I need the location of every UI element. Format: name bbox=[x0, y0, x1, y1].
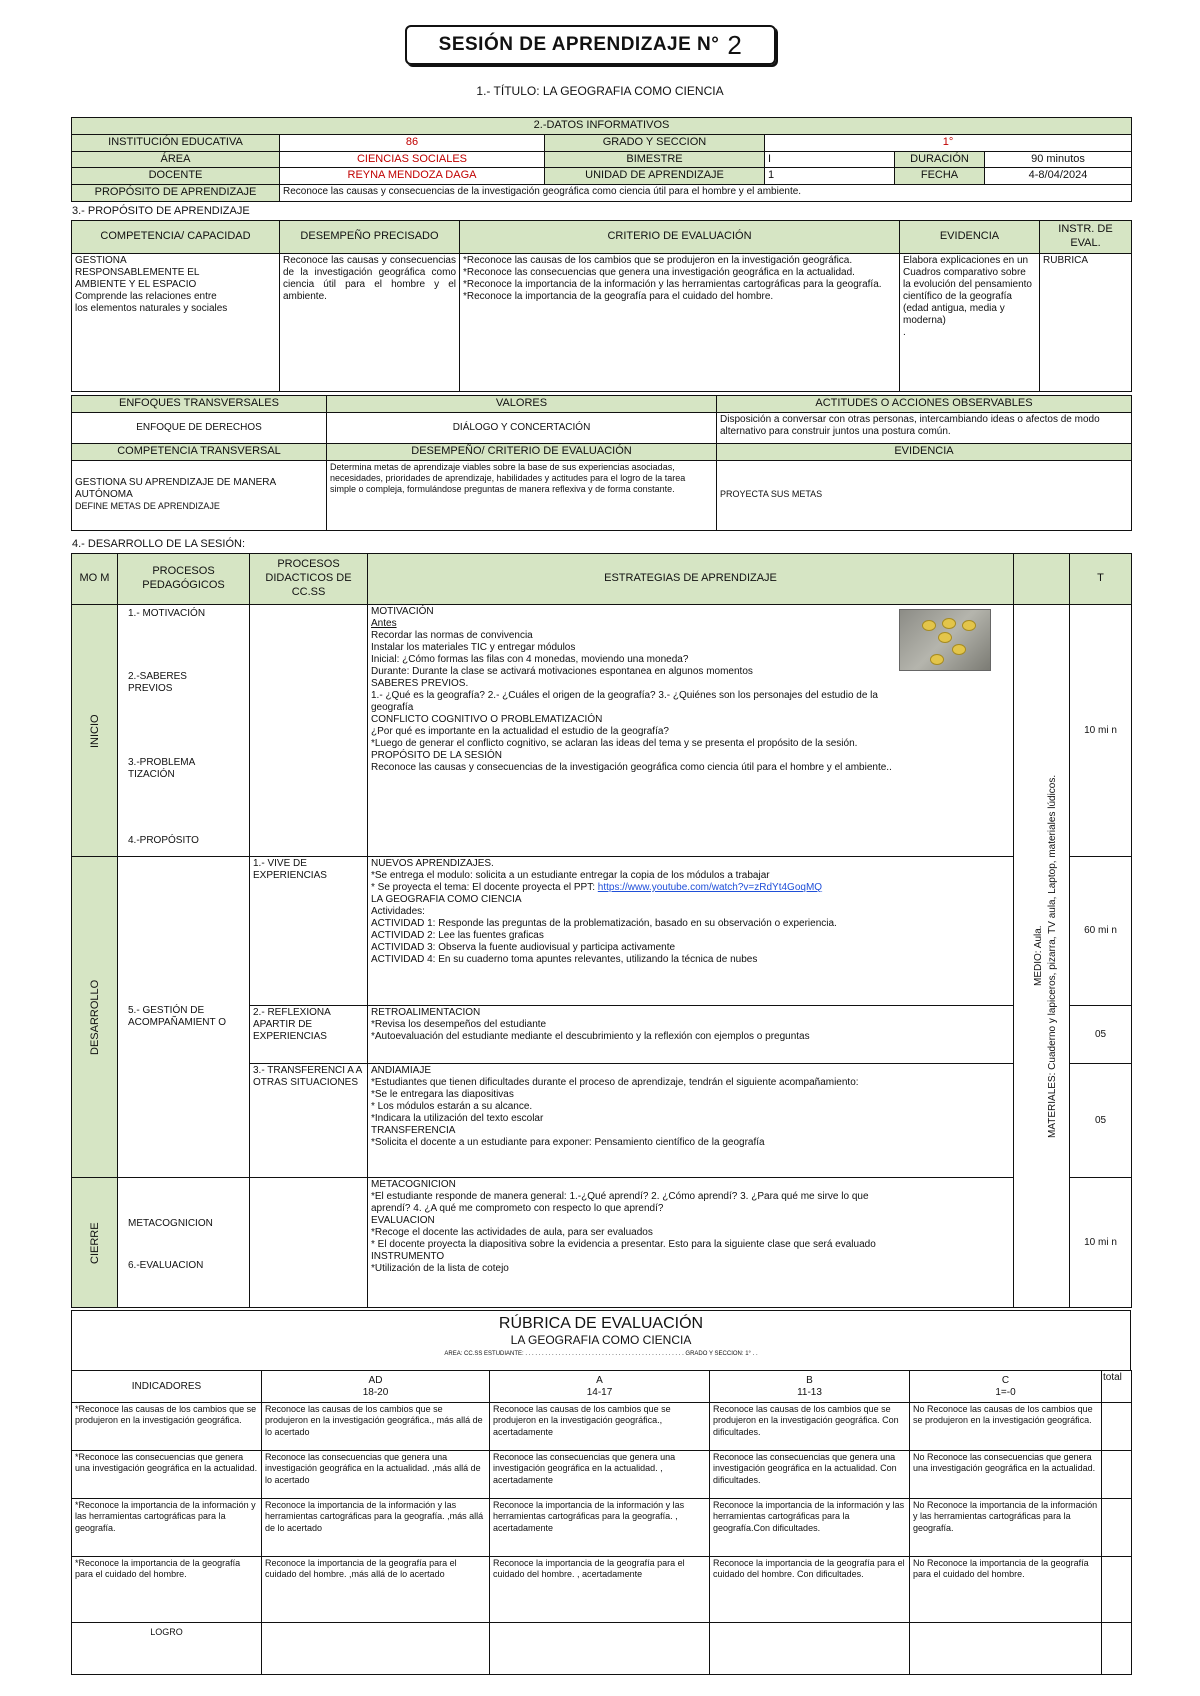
h-instrumento: INSTR. DE EVAL. bbox=[1040, 221, 1132, 254]
procesos-inicio-cell bbox=[118, 605, 250, 857]
proposito-table bbox=[71, 220, 1132, 392]
rubrica-ad: Reconoce la importancia de la información y las herramientas cartográficas para la geografía. ,más allá de lo acertado bbox=[262, 1499, 490, 1557]
rubrica-c: No Reconoce las consecuencias que genera una investigación geográfica en la actualidad. bbox=[910, 1451, 1102, 1499]
session-number: 2 bbox=[727, 29, 743, 60]
transf-line: * Los módulos estarán a su alcance. bbox=[371, 1101, 533, 1112]
rubrica-total bbox=[1102, 1557, 1132, 1623]
vive-line: ACTIVIDAD 2: Lee las fuentes graficas bbox=[371, 930, 544, 941]
inicio-line: Durante: Durante la clase se activará motivaciones espontanea en algunos momentos bbox=[371, 666, 753, 677]
h-momento: MO M bbox=[72, 554, 118, 605]
evidencia-cell bbox=[900, 254, 1040, 392]
reflex-line: RETROALIMENTACION bbox=[371, 1007, 481, 1018]
docente-value: REYNA MENDOZA DAGA bbox=[280, 168, 545, 185]
h-b-label: B bbox=[806, 1374, 813, 1386]
rubrica-indicador: *Reconoce las consecuencias que genera una investigación geográfica en la actualidad. bbox=[72, 1451, 262, 1499]
h-valores: VALORES bbox=[327, 396, 717, 413]
rubrica-total bbox=[1102, 1451, 1132, 1499]
ct-line1: GESTIONA SU APRENDIZAJE DE MANERA AUTÓNOMA bbox=[75, 477, 276, 501]
rubrica-indicador: *Reconoce la importancia de la información y las herramientas cartográficas para la geografía. bbox=[72, 1499, 262, 1557]
desarrollo-heading: 4.- DESARROLLO DE LA SESIÓN: bbox=[72, 538, 246, 550]
datos-heading: 2.-DATOS INFORMATIVOS bbox=[72, 118, 1132, 135]
estrategias-vive-cell bbox=[368, 857, 1014, 1006]
h-ad bbox=[262, 1371, 490, 1403]
rubrica-total bbox=[1102, 1403, 1132, 1451]
momento-inicio bbox=[72, 605, 118, 857]
evidencia-transversal-cell: PROYECTA SUS METAS bbox=[717, 460, 1132, 530]
vive-line: * Se proyecta el tema: El docente proyecta el PPT: bbox=[371, 882, 596, 893]
h-b bbox=[710, 1371, 910, 1403]
table-row bbox=[72, 1623, 1132, 1675]
cierre-line: METACOGNICION bbox=[371, 1179, 456, 1190]
rubrica-title: RÚBRICA DE EVALUACIÓN bbox=[498, 1315, 704, 1332]
session-title bbox=[405, 25, 776, 65]
vive-line: LA GEOGRAFIA COMO CIENCIA bbox=[371, 894, 522, 905]
proposito-value: Reconoce las causas y consecuencias de la investigación geográfica como ciencia útil para el hombre y el ambiente. bbox=[280, 185, 1132, 202]
comp-line: Comprende las relaciones entre bbox=[75, 291, 217, 302]
estrategias-reflexiona-cell bbox=[368, 1006, 1014, 1064]
h-competencia: COMPETENCIA/ CAPACIDAD bbox=[72, 221, 280, 254]
p-gestion: 5.- GESTIÓN DE ACOMPAÑAMIENT O bbox=[118, 857, 250, 1178]
instrumento-cell: RUBRICA bbox=[1040, 254, 1132, 392]
momento-cierre bbox=[72, 1178, 118, 1308]
p-evaluacion: 6.-EVALUACION bbox=[128, 1260, 204, 1271]
transf-line: *Se le entregara las diapositivas bbox=[371, 1089, 514, 1100]
recursos-cell bbox=[1014, 605, 1070, 1308]
rubrica-indicador: *Reconoce la importancia de la geografía para el cuidado del hombre. bbox=[72, 1557, 262, 1623]
rubrica-c: No Reconoce la importancia de la información y las herramientas cartográficas para la geografía. bbox=[910, 1499, 1102, 1557]
rubrica-meta: AREA: CC.SS ESTUDIANTE: . . . . . . . . . . . . . . . . . . . . . . . . . . . . . . . . . . . . . . . . . . . . . . . . GRADO Y SECCION: 1° . . bbox=[444, 1351, 758, 1357]
tiempo-vive: 60 mi n bbox=[1070, 857, 1132, 1006]
inicio-line: 1.- ¿Qué es la geografía? 2.- ¿Cuáles el origen de la geografía? 3.- ¿Quiénes son los personajes del estudio de la bbox=[371, 690, 878, 701]
rubrica-b: Reconoce las causas de los cambios que se produjeron en la investigación geográfica. Con dificultades. bbox=[710, 1403, 910, 1451]
bimestre-value: I bbox=[765, 151, 895, 168]
h-competencia-transversal: COMPETENCIA TRANSVERSAL bbox=[72, 443, 327, 460]
h-c bbox=[910, 1371, 1102, 1403]
tiempo-transferencia: 05 bbox=[1070, 1064, 1132, 1178]
rubrica-ad: Reconoce las causas de los cambios que se produjeron en la investigación geográfica., más allá de lo acertado bbox=[262, 1403, 490, 1451]
competencia-cell bbox=[72, 254, 280, 392]
rubrica-c: No Reconoce las causas de los cambios que se produjeron en la investigación geográfica. bbox=[910, 1403, 1102, 1451]
h-c-label: C bbox=[1001, 1374, 1010, 1386]
h-a-label: A bbox=[596, 1374, 603, 1386]
h-b-range: 11-13 bbox=[797, 1386, 822, 1398]
h-desempeno: DESEMPEÑO PRECISADO bbox=[280, 221, 460, 254]
p-problematizacion: 3.-PROBLEMA TIZACIÓN bbox=[128, 757, 195, 780]
reflex-line: *Revisa los desempeños del estudiante bbox=[371, 1019, 547, 1030]
d-vive: 1.- VIVE DE EXPERIENCIAS bbox=[250, 857, 368, 1006]
didactico-inicio-cell bbox=[250, 605, 368, 857]
cierre-line: *El estudiante responde de manera general: 1.-¿Qué aprendí? 2. ¿Cómo aprendí? 3. ¿Para qué me sirve lo que bbox=[371, 1191, 869, 1202]
table-row bbox=[72, 1451, 1132, 1499]
h-c-range: 1=-0 bbox=[995, 1386, 1016, 1398]
coin-icon bbox=[962, 620, 976, 631]
rubrica-table bbox=[71, 1370, 1132, 1675]
tiempo-cierre: 10 mi n bbox=[1070, 1178, 1132, 1308]
grado-label: GRADO Y SECCION bbox=[545, 134, 765, 151]
inicio-line: MOTIVACIÓN bbox=[371, 606, 434, 617]
cierre-line: * El docente proyecta la diapositiva sobre la evidencia a presentar. Esto para la siguiente clase que será evaluado bbox=[371, 1239, 876, 1250]
rubrica-a: Reconoce las consecuencias que genera una investigación geográfica en la actualidad. , acertadamente bbox=[490, 1451, 710, 1499]
rubrica-a: Reconoce la importancia de la geografía para el cuidado del hombre. , acertadamente bbox=[490, 1557, 710, 1623]
inicio-line: geografía bbox=[371, 702, 414, 713]
h-enfoques: ENFOQUES TRANSVERSALES bbox=[72, 396, 327, 413]
recursos-text bbox=[1032, 646, 1070, 1266]
h-ad-range: 18-20 bbox=[362, 1386, 389, 1398]
rubrica-logro-b bbox=[710, 1623, 910, 1675]
proposito-heading: 3.- PROPÓSITO DE APRENDIZAJE bbox=[72, 205, 250, 217]
h-a-range: 14-17 bbox=[586, 1386, 613, 1398]
transf-line: *Estudiantes que tienen dificultades durante el proceso de aprendizaje, tendrán el siguiente acompañamiento: bbox=[371, 1077, 859, 1088]
h-evidencia: EVIDENCIA bbox=[900, 221, 1040, 254]
rubrica-title-box bbox=[71, 1310, 1131, 1371]
comp-line: GESTIONA bbox=[75, 255, 127, 266]
rubrica-total bbox=[1102, 1499, 1132, 1557]
coin-icon bbox=[942, 618, 956, 629]
transf-line: TRANSFERENCIA bbox=[371, 1125, 456, 1136]
vive-line: Actividades: bbox=[371, 906, 425, 917]
inst-value: 86 bbox=[280, 134, 545, 151]
rubrica-logro-c bbox=[910, 1623, 1102, 1675]
p-saberes: 2.-SABERES PREVIOS bbox=[128, 671, 187, 694]
vive-line: ACTIVIDAD 3: Observa la fuente audiovisual y participa activamente bbox=[371, 942, 676, 953]
proposito-label: PROPÓSITO DE APRENDIZAJE bbox=[72, 185, 280, 202]
momento-cierre-label: CIERRE bbox=[89, 1221, 101, 1264]
session-subtitle: 1.- TÍTULO: LA GEOGRAFIA COMO CIENCIA bbox=[476, 84, 724, 98]
coin-icon bbox=[930, 654, 944, 665]
inicio-line: Recordar las normas de convivencia bbox=[371, 630, 533, 641]
h-indicadores: INDICADORES bbox=[72, 1371, 262, 1403]
desarrollo-table bbox=[71, 553, 1132, 1308]
rubrica-ad: Reconoce las consecuencias que genera una investigación geográfica en la actualidad. ,más allá de lo acertado bbox=[262, 1451, 490, 1499]
transf-line: *Solicita el docente a un estudiante para exponer: Pensamiento científico de la geografía bbox=[371, 1137, 765, 1148]
rubrica-logro: LOGRO bbox=[72, 1623, 262, 1675]
estrategias-transferencia-cell bbox=[368, 1064, 1014, 1178]
rubrica-indicador: *Reconoce las causas de los cambios que se produjeron en la investigación geográfica. bbox=[72, 1403, 262, 1451]
criterio-item: *Reconoce las causas de los cambios que se produjeron en la investigación geográfica. bbox=[463, 255, 853, 266]
area-label: ÁREA bbox=[72, 151, 280, 168]
ct-line2: DEFINE METAS DE APRENDIZAJE bbox=[75, 501, 220, 512]
table-row bbox=[72, 1499, 1132, 1557]
h-procesos-pedagogicos: PROCESOS PEDAGÓGICOS bbox=[118, 554, 250, 605]
h-estrategias: ESTRATEGIAS DE APRENDIZAJE bbox=[368, 554, 1014, 605]
d-transferencia: 3.- TRANSFERENCI A A OTRAS SITUACIONES bbox=[250, 1064, 368, 1178]
comp-line: AMBIENTE Y EL ESPACIO bbox=[75, 279, 197, 290]
desempeno-criterio-cell: Determina metas de aprendizaje viables sobre la base de sus experiencias asociadas, necesidades, prioridades de aprendizaje, habilidades y actitudes para el logro de la tarea simple o compleja, formulándose preguntas de manera reflexiva y de forma constante. bbox=[327, 460, 717, 530]
cierre-line: EVALUACION bbox=[371, 1215, 435, 1226]
youtube-link[interactable]: https://www.youtube.com/watch?v=zRdYt4GoqMQ bbox=[597, 882, 823, 893]
coin-icon bbox=[938, 632, 952, 643]
medio-text: MEDIO: Aula. bbox=[1033, 925, 1044, 987]
vive-line: *Se entrega el modulo: solicita a un estudiante entregar la copia de los módulos a trabajar bbox=[371, 870, 770, 881]
comp-line: los elementos naturales y sociales bbox=[75, 303, 228, 314]
table-row bbox=[72, 1403, 1132, 1451]
evidencia-dot: . bbox=[903, 327, 906, 338]
inicio-line: Instalar los materiales TIC y entregar módulos bbox=[371, 642, 576, 653]
tiempo-reflexiona: 05 bbox=[1070, 1006, 1132, 1064]
vive-line: ACTIVIDAD 4: En su cuaderno toma apuntes relevantes, utilizando la técnica de nubes bbox=[371, 954, 758, 965]
h-desempeno-criterio: DESEMPEÑO/ CRITERIO DE EVALUACIÓN bbox=[327, 443, 717, 460]
h-evidencia-transversal: EVIDENCIA bbox=[717, 443, 1132, 460]
h-a bbox=[490, 1371, 710, 1403]
coin-icon bbox=[952, 644, 966, 655]
unidad-label: UNIDAD DE APRENDIZAJE bbox=[545, 168, 765, 185]
enfoque-value: ENFOQUE DE DERECHOS bbox=[72, 412, 327, 443]
comp-line: RESPONSABLEMENTE EL bbox=[75, 267, 200, 278]
didactico-cierre-cell bbox=[250, 1178, 368, 1308]
procesos-cierre-cell bbox=[118, 1178, 250, 1308]
inicio-line: Inicial: ¿Cómo formas las filas con 4 monedas, moviendo una moneda? bbox=[371, 654, 689, 665]
p-motivacion: 1.- MOTIVACIÓN bbox=[128, 608, 206, 619]
reflex-line: *Autoevaluación del estudiante mediante el descubrimiento y la reflexión con ejemplos o preguntas bbox=[371, 1031, 810, 1042]
inicio-line: SABERES PREVIOS. bbox=[371, 678, 469, 689]
rubrica-logro-ad bbox=[262, 1623, 490, 1675]
grado-value: 1° bbox=[765, 134, 1132, 151]
inicio-line: PROPÓSITO DE LA SESIÓN bbox=[371, 750, 502, 761]
rubrica-b: Reconoce la importancia de la información y las herramientas cartográficas para la geografía.Con dificultades. bbox=[710, 1499, 910, 1557]
rubrica-a: Reconoce la importancia de la información y las herramientas cartográficas para la geografía. , acertadamente bbox=[490, 1499, 710, 1557]
p-proposito: 4.-PROPÓSITO bbox=[128, 835, 199, 846]
inicio-line: *Luego de generar el conflicto cognitivo, se aclaran las ideas del tema y se presenta el propósito de la sesión. bbox=[371, 738, 858, 749]
rubrica-a: Reconoce las causas de los cambios que se produjeron en la investigación geográfica., acertadamente bbox=[490, 1403, 710, 1451]
table-row bbox=[72, 1557, 1132, 1623]
h-procesos-didacticos: PROCESOS DIDACTICOS DE CC.SS bbox=[250, 554, 368, 605]
fecha-value: 4-8/04/2024 bbox=[985, 168, 1132, 185]
rubrica-b: Reconoce la importancia de la geografía para el cuidado del hombre. Con dificultades. bbox=[710, 1557, 910, 1623]
momento-desarrollo bbox=[72, 857, 118, 1178]
d-reflexiona: 2.- REFLEXIONA APARTIR DE EXPERIENCIAS bbox=[250, 1006, 368, 1064]
valor-value: DIÁLOGO Y CONCERTACIÓN bbox=[327, 412, 717, 443]
rubrica-b: Reconoce las consecuencias que genera una investigación geográfica en la actualidad. Con dificultades. bbox=[710, 1451, 910, 1499]
inicio-line: ¿Por qué es importante en la actualidad el estudio de la geografía? bbox=[371, 726, 669, 737]
vive-line: ACTIVIDAD 1: Responde las preguntas de la problematización, basado en su observación o experiencia. bbox=[371, 918, 837, 929]
p-metacognicion: METACOGNICION bbox=[128, 1218, 213, 1229]
duracion-label: DURACIÓN bbox=[895, 151, 985, 168]
actitud-value: Disposición a conversar con otras personas, intercambiando ideas o afectos de modo alternativo para construir juntos una postura común. bbox=[717, 412, 1132, 443]
desempeno-cell: Reconoce las causas y consecuencias de la investigación geográfica como ciencia útil para el hombre y el ambiente. bbox=[280, 254, 460, 392]
h-recursos bbox=[1014, 554, 1070, 605]
session-title-text: SESIÓN DE APRENDIZAJE N° bbox=[438, 34, 720, 55]
transf-line: ANDIAMIAJE bbox=[371, 1065, 432, 1076]
competencia-transversal-cell bbox=[72, 460, 327, 530]
rubrica-subtitle: LA GEOGRAFIA COMO CIENCIA bbox=[510, 1333, 692, 1347]
fecha-label: FECHA bbox=[895, 168, 985, 185]
vive-line: NUEVOS APRENDIZAJES. bbox=[371, 858, 494, 869]
rubrica-c: No Reconoce la importancia de la geografía para el cuidado del hombre. bbox=[910, 1557, 1102, 1623]
coin-icon bbox=[922, 620, 936, 631]
h-ad-label: AD bbox=[368, 1374, 383, 1386]
datos-informativos-table bbox=[71, 117, 1132, 202]
criterio-cell bbox=[460, 254, 900, 392]
rubrica-ad: Reconoce la importancia de la geografía para el cuidado del hombre. ,más allá de lo acertado bbox=[262, 1557, 490, 1623]
inicio-line: Reconoce las causas y consecuencias de la investigación geográfica como ciencia útil para el hombre y el ambiente.. bbox=[371, 762, 892, 773]
criterio-item: *Reconoce la importancia de la información y las herramientas cartográficas para la geografía. bbox=[463, 279, 882, 290]
rubrica-logro-total bbox=[1102, 1623, 1132, 1675]
inicio-line: CONFLICTO COGNITIVO O PROBLEMATIZACIÓN bbox=[371, 714, 603, 725]
inst-label: INSTITUCIÓN EDUCATIVA bbox=[72, 134, 280, 151]
estrategias-cierre-cell bbox=[368, 1178, 1014, 1308]
materiales-text: MATERIALES: Cuaderno y lapiceros, pizarra, TV aula, Laptop, materiales lúdicos. bbox=[1047, 774, 1058, 1138]
cierre-line: INSTRUMENTO bbox=[371, 1251, 445, 1262]
cierre-line: *Recoge el docente las actividades de aula, para ser evaluados bbox=[371, 1227, 653, 1238]
h-criterio: CRITERIO DE EVALUACIÓN bbox=[460, 221, 900, 254]
bimestre-label: BIMESTRE bbox=[545, 151, 765, 168]
enfoques-table bbox=[71, 395, 1132, 531]
estrategias-inicio-cell bbox=[368, 605, 1014, 857]
evidencia-text: Elabora explicaciones en un Cuadros comparativo sobre la evolución del pensamiento científico de la geografía (edad antigua, media y moderna) bbox=[903, 255, 1032, 326]
inicio-line: Antes bbox=[371, 618, 397, 629]
cierre-line: *Utilización de la lista de cotejo bbox=[371, 1263, 509, 1274]
coins-image bbox=[899, 609, 991, 671]
cierre-line: aprendí? 4. ¿A qué me comprometo con respecto lo que aprendí? bbox=[371, 1203, 664, 1214]
criterio-item: *Reconoce la importancia de la geografía para el cuidado del hombre. bbox=[463, 291, 774, 302]
momento-inicio-label: INICIO bbox=[89, 713, 101, 748]
area-value: CIENCIAS SOCIALES bbox=[280, 151, 545, 168]
tiempo-inicio: 10 mi n bbox=[1070, 605, 1132, 857]
transf-line: *Indicara la utilización del texto escolar bbox=[371, 1113, 544, 1124]
duracion-value: 90 minutos bbox=[985, 151, 1132, 168]
criterio-item: *Reconoce las consecuencias que genera una investigación geográfica en la actualidad. bbox=[463, 267, 855, 278]
momento-desarrollo-label: DESARROLLO bbox=[89, 979, 101, 1055]
h-actitudes: ACTITUDES O ACCIONES OBSERVABLES bbox=[717, 396, 1132, 413]
docente-label: DOCENTE bbox=[72, 168, 280, 185]
unidad-value: 1 bbox=[765, 168, 895, 185]
h-tiempo: T bbox=[1070, 554, 1132, 605]
rubrica-logro-a bbox=[490, 1623, 710, 1675]
h-total: total bbox=[1102, 1371, 1132, 1403]
